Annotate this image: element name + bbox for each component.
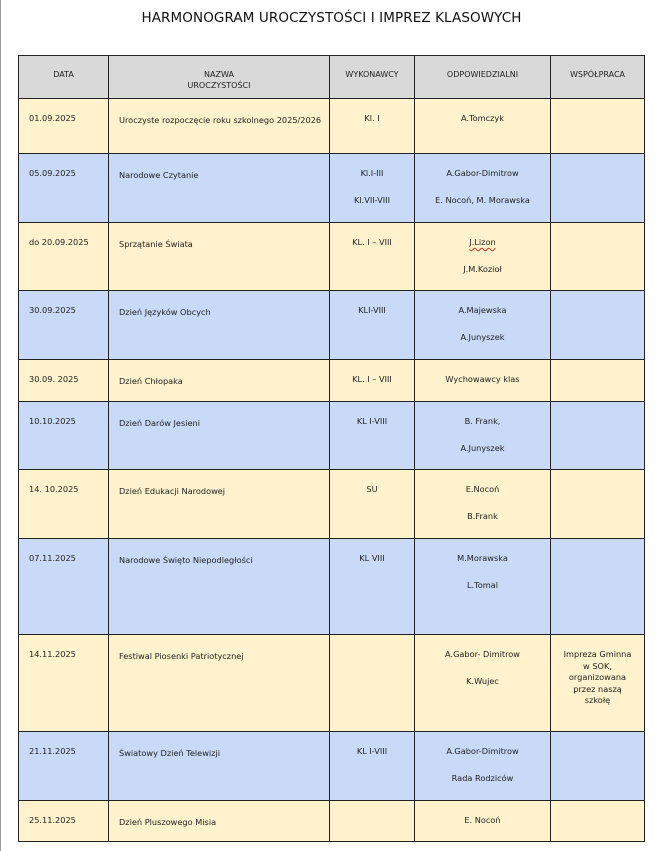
cell-performers xyxy=(330,635,415,732)
cell-responsible-line: A.Tomczyk xyxy=(460,113,505,123)
cell-responsible-line: M.Morawska xyxy=(457,553,508,563)
header-date: DATA xyxy=(19,56,109,99)
cell-responsible-line: A.Gabor- Dimitrow xyxy=(445,649,520,659)
cell-cooperation xyxy=(551,154,645,223)
cell-cooperation xyxy=(551,732,645,801)
cell-cooperation-line: organizowana xyxy=(568,672,627,682)
cell-event-name: Narodowe Święto Niepodległości xyxy=(109,539,330,635)
cell-performers xyxy=(330,732,415,801)
header-cooperation: WSPÓŁPRACA xyxy=(551,56,645,99)
cell-date: 30.09. 2025 xyxy=(19,360,109,402)
cell-performers-line: SU xyxy=(366,484,378,494)
cell-responsible-line: E. Nocoń xyxy=(464,815,501,825)
cell-performers xyxy=(330,539,415,635)
cell-responsible-line: B.Frank xyxy=(467,511,498,521)
table-row xyxy=(19,360,645,402)
header-name-line1: NAZWA xyxy=(204,70,234,79)
table-row xyxy=(19,470,645,539)
cell-cooperation-line: Impreza Gminna xyxy=(563,649,632,659)
cell-date: 10.10.2025 xyxy=(19,402,109,470)
cell-performers xyxy=(330,801,415,842)
page-left-border xyxy=(0,0,1,851)
cell-responsible xyxy=(415,402,551,470)
cell-date: 14. 10.2025 xyxy=(19,470,109,539)
cell-performers-line: KL. I – VIII xyxy=(352,237,392,247)
cell-performers-line: Kl. I xyxy=(364,113,380,123)
cell-performers-line: KL VIII xyxy=(359,553,385,563)
cell-date: do 20.09.2025 xyxy=(19,223,109,291)
cell-date: 07.11.2025 xyxy=(19,539,109,635)
cell-responsible xyxy=(415,291,551,360)
cell-responsible-line: Wychowawcy klas xyxy=(445,374,520,384)
table-row xyxy=(19,635,645,732)
cell-responsible-line: B. Frank, xyxy=(464,416,501,426)
cell-event-name: Dzień Edukacji Narodowej xyxy=(109,470,330,539)
cell-responsible xyxy=(415,801,551,842)
cell-cooperation-line: przez naszą xyxy=(573,683,622,694)
cell-event-name: Sprzątanie Świata xyxy=(109,223,330,291)
table-row xyxy=(19,539,645,635)
cell-responsible-line: J.Lizon xyxy=(469,237,496,247)
cell-event-name: Uroczyste rozpoczęcie roku szkolnego 2025/2026 xyxy=(109,99,330,154)
cell-event-name: Festiwal Piosenki Patriotycznej xyxy=(109,635,330,732)
cell-performers xyxy=(330,99,415,154)
cell-performers-line: KLI-VIII xyxy=(358,305,386,315)
cell-event-name: Dzień Pluszowego Misia xyxy=(109,801,330,842)
cell-cooperation xyxy=(551,223,645,291)
cell-performers-line: Kl.I-III xyxy=(360,168,384,178)
cell-responsible-line: A.Junyszek xyxy=(460,332,505,342)
cell-date: 25.11.2025 xyxy=(19,801,109,842)
cell-responsible-line: A.Majewska xyxy=(458,305,507,315)
cell-responsible xyxy=(415,154,551,223)
cell-performers xyxy=(330,470,415,539)
cell-performers-line: KL. I – VIII xyxy=(352,374,392,384)
cell-cooperation xyxy=(551,402,645,470)
document-title: HARMONOGRAM UROCZYSTOŚCI I IMPREZ KLASOWYCH xyxy=(141,10,522,26)
cell-responsible xyxy=(415,635,551,732)
table-body xyxy=(19,99,645,842)
schedule-table xyxy=(18,55,645,842)
cell-responsible xyxy=(415,539,551,635)
cell-event-name: Dzień Języków Obcych xyxy=(109,291,330,360)
cell-date: 05.09.2025 xyxy=(19,154,109,223)
cell-date: 14.11.2025 xyxy=(19,635,109,732)
cell-cooperation xyxy=(551,801,645,842)
cell-responsible xyxy=(415,99,551,154)
cell-responsible-line: L.Tomal xyxy=(466,580,499,590)
cell-date: 30.09.2025 xyxy=(19,291,109,360)
cell-responsible-line: K.Wujec xyxy=(466,676,499,686)
cell-date: 01.09.2025 xyxy=(19,99,109,154)
cell-event-name: Narodowe Czytanie xyxy=(109,154,330,223)
cell-performers-line: Kl.VII-VIII xyxy=(354,195,390,205)
cell-date: 21.11.2025 xyxy=(19,732,109,801)
cell-cooperation xyxy=(551,291,645,360)
cell-responsible xyxy=(415,360,551,402)
cell-performers-line: KL I-VIII xyxy=(356,746,388,756)
cell-responsible-line: E.Nocoń xyxy=(465,484,500,494)
cell-cooperation-line: w SOK, xyxy=(583,660,612,671)
cell-event-name: Dzień Darów Jesieni xyxy=(109,402,330,470)
header-performers: WYKONAWCY xyxy=(330,56,415,99)
cell-performers xyxy=(330,154,415,223)
cell-performers xyxy=(330,291,415,360)
cell-performers xyxy=(330,223,415,291)
cell-cooperation xyxy=(551,539,645,635)
table-row xyxy=(19,99,645,154)
table-row xyxy=(19,291,645,360)
cell-cooperation-line: szkołę xyxy=(584,695,611,705)
cell-performers xyxy=(330,402,415,470)
table-row xyxy=(19,402,645,470)
table-row xyxy=(19,154,645,223)
cell-responsible xyxy=(415,223,551,291)
cell-responsible xyxy=(415,470,551,539)
cell-responsible xyxy=(415,732,551,801)
cell-responsible-line: A.Junyszek xyxy=(460,443,505,453)
cell-cooperation xyxy=(551,360,645,402)
cell-responsible-line: E. Nocoń, M. Morawska xyxy=(435,195,530,205)
cell-cooperation xyxy=(551,635,645,732)
header-name xyxy=(109,56,330,99)
cell-responsible-line: A.Gabor-Dimitrow xyxy=(446,168,519,178)
cell-event-name: Światowy Dzień Telewizji xyxy=(109,732,330,801)
cell-responsible-line: J.M.Kozioł xyxy=(463,264,502,274)
cell-event-name: Dzień Chłopaka xyxy=(109,360,330,402)
cell-responsible-line: Rada Rodziców xyxy=(451,773,514,783)
table-header-row xyxy=(19,56,645,99)
cell-performers xyxy=(330,360,415,402)
cell-responsible-line: A.Gabor-Dimitrow xyxy=(446,746,519,756)
table-row xyxy=(19,223,645,291)
cell-cooperation xyxy=(551,470,645,539)
table-row xyxy=(19,801,645,842)
cell-cooperation xyxy=(551,99,645,154)
cell-performers-line: KL I-VIII xyxy=(356,416,388,426)
header-responsible: ODPOWIEDZIALNI xyxy=(415,56,551,99)
table-row xyxy=(19,732,645,801)
header-name-line2: UROCZYSTOŚCI xyxy=(187,81,251,90)
